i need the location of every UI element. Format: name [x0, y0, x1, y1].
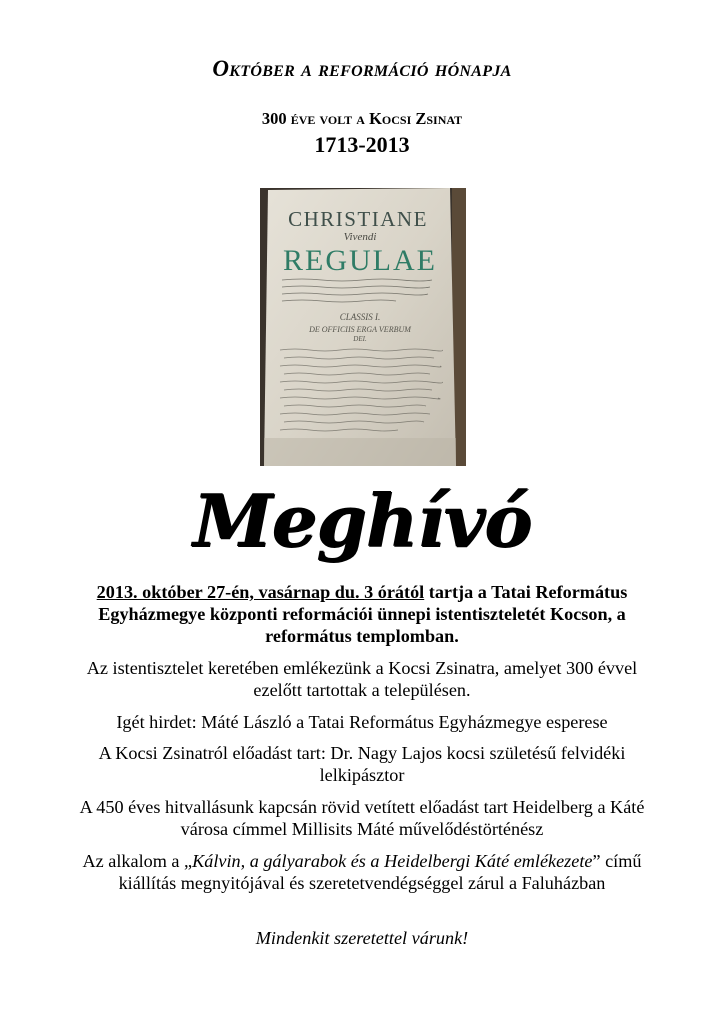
- manuscript-line-2: Vivendi: [343, 231, 377, 243]
- manuscript-image: [260, 188, 466, 466]
- event-details: tartja a Tatai Református Egyházmegye központi reformációi ünnepi istentiszteletét Kocson, a református templomban.: [98, 582, 628, 646]
- exhibition-title: Kálvin, a gályarabok és a Heidelbergi Káté emlékezete: [192, 851, 593, 871]
- manuscript-line-1: CHRISTIANE: [288, 207, 428, 231]
- page-title: Október a reformáció hónapja: [212, 56, 512, 81]
- event-announcement: [70, 581, 654, 647]
- paragraph-presentation: A 450 éves hitvallásunk kapcsán rövid vetített előadást tart Heidelberg a Káté városa címmel Millisits Máté művelődéstörténész: [79, 797, 645, 839]
- closing-line: Mindenkit szeretettel várunk!: [255, 928, 469, 948]
- manuscript-line-3: REGULAE: [283, 244, 437, 277]
- page-subtitle: 300 éve volt a Kocsi Zsinat: [261, 109, 463, 128]
- paragraph-lecture: A Kocsi Zsinatról előadást tart: Dr. Nagy Lajos kocsi születésű felvidéki lelkipásztor: [98, 743, 626, 785]
- manuscript-line-5: DE OFFICIIS ERGA VERBUM: [309, 325, 411, 334]
- paragraph-commemoration: Az istentisztelet keretében emlékezünk a Kocsi Zsinatra, amelyet 300 évvel ezelőtt tartottak a településen.: [86, 658, 638, 700]
- manuscript-line-6: DEI.: [353, 335, 367, 343]
- paragraph-preacher: Igét hirdet: Máté László a Tatai Református Egyházmegye esperese: [116, 712, 608, 732]
- manuscript-photo: [260, 188, 466, 466]
- paragraph-exhibition: [70, 850, 654, 894]
- event-date: 2013. október 27-én, vasárnap du. 3 órától: [96, 582, 425, 602]
- exhibition-text-end: ” című kiállítás megnyitójával és szeretetvendégséggel zárul a Faluházban: [118, 851, 642, 893]
- manuscript-line-4: CLASSIS I.: [339, 312, 381, 322]
- invitation-headline: Meghívó: [192, 478, 532, 563]
- anniversary-years: 1713-2013: [314, 132, 410, 157]
- exhibition-text-start: Az alkalom a „: [82, 851, 193, 871]
